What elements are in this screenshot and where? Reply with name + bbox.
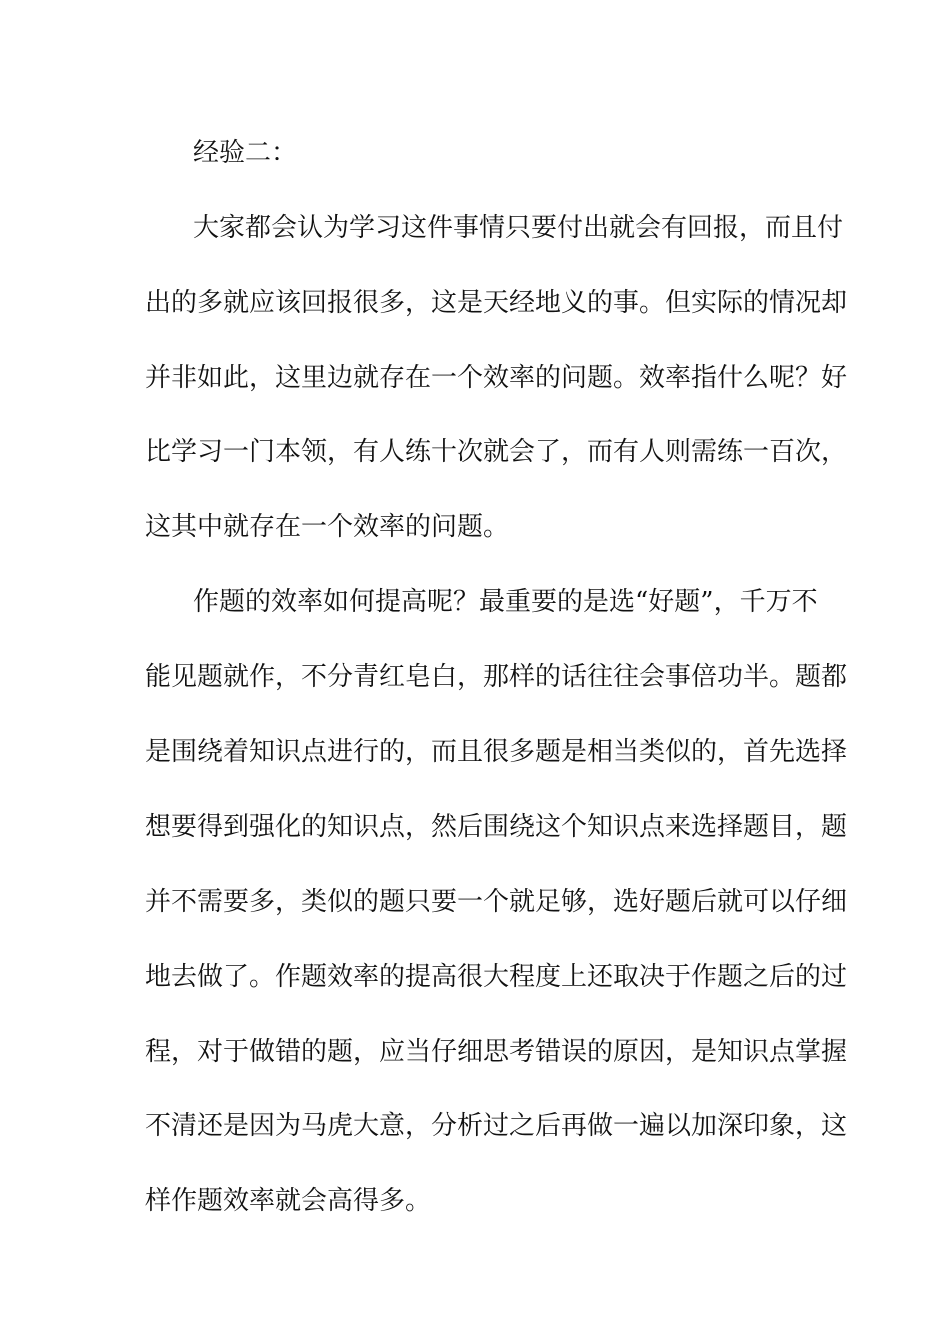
paragraph-line: 出的多就应该回报很多，这是天经地义的事。但实际的情况却: [145, 288, 848, 318]
paragraph-line: 程，对于做错的题，应当仔细思考错误的原因，是知识点掌握: [145, 1037, 848, 1067]
paragraph-line: 大家都会认为学习这件事情只要付出就会有回报，而且付: [193, 213, 844, 243]
paragraph-line: 是围绕着知识点进行的，而且很多题是相当类似的，首先选择: [145, 737, 848, 767]
section-heading: 经验二：: [193, 138, 298, 168]
paragraph-line: 并非如此，这里边就存在一个效率的问题。效率指什么呢？好: [145, 363, 848, 393]
paragraph-line: 地去做了。作题效率的提高很大程度上还取决于作题之后的过: [145, 962, 848, 992]
paragraph-line: 并不需要多，类似的题只要一个就足够，选好题后就可以仔细: [145, 887, 848, 917]
paragraph-line: 这其中就存在一个效率的问题。: [145, 512, 510, 542]
paragraph-line: 比学习一门本领，有人练十次就会了，而有人则需练一百次，: [145, 437, 848, 467]
paragraph-line: 作题的效率如何提高呢？最重要的是选“好题”，千万不: [193, 587, 818, 617]
paragraph-line: 样作题效率就会高得多。: [145, 1186, 432, 1216]
paragraph-line: 不清还是因为马虎大意，分析过之后再做一遍以加深印象，这: [145, 1111, 848, 1141]
paragraph-line: 想要得到强化的知识点，然后围绕这个知识点来选择题目，题: [145, 812, 848, 842]
paragraph-line: 能见题就作，不分青红皂白，那样的话往往会事倍功半。题都: [145, 662, 848, 692]
